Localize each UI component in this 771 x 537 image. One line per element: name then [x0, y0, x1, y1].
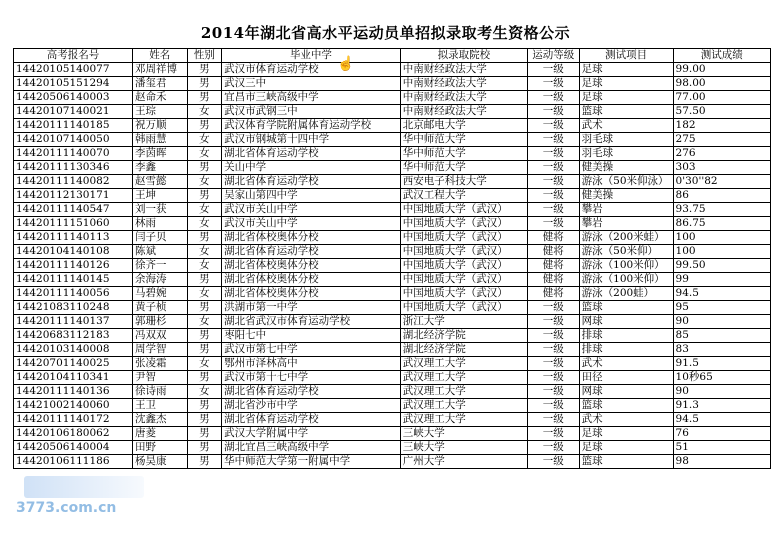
- cell-name: 王卫: [132, 399, 187, 413]
- cell-gender: 男: [187, 91, 222, 105]
- header-name: 姓名: [132, 49, 187, 63]
- cell-level: 一级: [527, 105, 579, 119]
- cell-exam-id: 14420506140004: [14, 441, 133, 455]
- cell-school: 宜昌市三峡高级中学: [222, 91, 401, 105]
- cell-university: 中国地质大学（武汉）: [400, 217, 527, 231]
- cell-event: 网球: [579, 385, 673, 399]
- cell-exam-id: 14420111140137: [14, 315, 133, 329]
- cell-event: 足球: [579, 427, 673, 441]
- cell-gender: 男: [187, 399, 222, 413]
- header-level: 运动等级: [527, 49, 579, 63]
- cell-exam-id: 14420111140172: [14, 413, 133, 427]
- cell-exam-id: 14420111140136: [14, 385, 133, 399]
- cell-university: 浙江大学: [400, 315, 527, 329]
- cell-exam-id: 14420683112183: [14, 329, 133, 343]
- header-university: 拟录取院校: [400, 49, 527, 63]
- cell-event: 排球: [579, 329, 673, 343]
- cell-score: 275: [673, 133, 770, 147]
- cell-gender: 男: [187, 273, 222, 287]
- cell-school: 华中师范大学第一附属中学: [222, 455, 401, 469]
- table-row: [14, 287, 771, 301]
- cell-score: 77.00: [673, 91, 770, 105]
- hand-cursor-icon: ☝: [337, 56, 355, 72]
- cell-event: 篮球: [579, 105, 673, 119]
- cell-exam-id: 14421002140060: [14, 399, 133, 413]
- cell-name: 沈鑫杰: [132, 413, 187, 427]
- cell-school: 武汉市关山中学: [222, 203, 401, 217]
- cell-exam-id: 14420112130171: [14, 189, 133, 203]
- table-row: [14, 63, 771, 77]
- table-row: [14, 273, 771, 287]
- table-row: [14, 385, 771, 399]
- cell-level: 一级: [527, 147, 579, 161]
- header-exam-id: 高考报名号: [14, 49, 133, 63]
- cell-score: 51: [673, 441, 770, 455]
- cell-university: 中国地质大学（武汉）: [400, 301, 527, 315]
- cell-school: 湖北省体校奥体分校: [222, 287, 401, 301]
- cell-level: 一级: [527, 133, 579, 147]
- cell-exam-id: 14420104110341: [14, 371, 133, 385]
- cell-university: 北京邮电大学: [400, 119, 527, 133]
- cell-name: 祝万顺: [132, 119, 187, 133]
- cell-university: 中国地质大学（武汉）: [400, 231, 527, 245]
- cell-name: 唐菱: [132, 427, 187, 441]
- cell-exam-id: 14420107140050: [14, 133, 133, 147]
- cell-score: 94.5: [673, 287, 770, 301]
- cell-name: 余海涛: [132, 273, 187, 287]
- cell-name: 闫子贝: [132, 231, 187, 245]
- table-row: [14, 147, 771, 161]
- table-row: [14, 105, 771, 119]
- cell-score: 90: [673, 385, 770, 399]
- cell-university: 西安电子科技大学: [400, 175, 527, 189]
- cell-gender: 女: [187, 315, 222, 329]
- cell-gender: 男: [187, 413, 222, 427]
- cell-name: 杨昊康: [132, 455, 187, 469]
- cell-level: 一级: [527, 455, 579, 469]
- cell-event: 武术: [579, 413, 673, 427]
- cell-exam-id: 14420106111186: [14, 455, 133, 469]
- cell-university: 华中师范大学: [400, 147, 527, 161]
- cell-level: 一级: [527, 315, 579, 329]
- cell-score: 95: [673, 301, 770, 315]
- cell-exam-id: 14420111140185: [14, 119, 133, 133]
- cell-score: 99.00: [673, 63, 770, 77]
- table-row: [14, 301, 771, 315]
- cell-gender: 男: [187, 371, 222, 385]
- cell-name: 邓周祥博: [132, 63, 187, 77]
- cell-score: 91.3: [673, 399, 770, 413]
- cell-gender: 女: [187, 105, 222, 119]
- cell-name: 潘玺君: [132, 77, 187, 91]
- cell-exam-id: 14420111140547: [14, 203, 133, 217]
- cell-level: 一级: [527, 329, 579, 343]
- cell-gender: 男: [187, 329, 222, 343]
- cell-exam-id: 14420105151294: [14, 77, 133, 91]
- cell-event: 足球: [579, 441, 673, 455]
- cell-event: 篮球: [579, 399, 673, 413]
- cell-level: 一级: [527, 203, 579, 217]
- cell-school: 武汉体育学院附属体育运动学校: [222, 119, 401, 133]
- table-row: [14, 371, 771, 385]
- cell-event: 网球: [579, 315, 673, 329]
- cell-gender: 男: [187, 231, 222, 245]
- cell-score: 85: [673, 329, 770, 343]
- watermark-logo: [24, 476, 144, 498]
- table-row: [14, 189, 771, 203]
- cell-name: 王琮: [132, 105, 187, 119]
- cell-gender: 女: [187, 385, 222, 399]
- cell-school: 湖北省体校奥体分校: [222, 231, 401, 245]
- table-row: [14, 203, 771, 217]
- cell-score: 83: [673, 343, 770, 357]
- header-school: 毕业中学: [222, 49, 401, 63]
- table-row: [14, 413, 771, 427]
- cell-school: 湖北省体校奥体分校: [222, 259, 401, 273]
- cell-university: 中国地质大学（武汉）: [400, 245, 527, 259]
- cell-gender: 女: [187, 203, 222, 217]
- cell-score: 0'30''82: [673, 175, 770, 189]
- cell-university: 中国地质大学（武汉）: [400, 203, 527, 217]
- cell-score: 86: [673, 189, 770, 203]
- cell-exam-id: 14420111140056: [14, 287, 133, 301]
- table-row: [14, 315, 771, 329]
- cell-name: 尹智: [132, 371, 187, 385]
- cell-name: 郭珊杉: [132, 315, 187, 329]
- admission-table: [13, 48, 771, 469]
- cell-university: 武汉理工大学: [400, 413, 527, 427]
- cell-event: 武术: [579, 119, 673, 133]
- cell-exam-id: 14420111140126: [14, 259, 133, 273]
- cell-university: 中国地质大学（武汉）: [400, 287, 527, 301]
- cell-school: 湖北省体育运动学校: [222, 385, 401, 399]
- cell-level: 一级: [527, 413, 579, 427]
- cell-level: 一级: [527, 189, 579, 203]
- cell-name: 徐诗雨: [132, 385, 187, 399]
- cell-university: 中南财经政法大学: [400, 91, 527, 105]
- cell-university: 中国地质大学（武汉）: [400, 259, 527, 273]
- cell-event: 攀岩: [579, 203, 673, 217]
- cell-school: 武汉市第七中学: [222, 343, 401, 357]
- cell-level: 一级: [527, 399, 579, 413]
- cell-event: 游泳（50米仰）: [579, 245, 673, 259]
- cell-exam-id: 14420111140113: [14, 231, 133, 245]
- cell-score: 86.75: [673, 217, 770, 231]
- cell-gender: 女: [187, 133, 222, 147]
- table-row: [14, 217, 771, 231]
- cell-school: 鄂州市泽林高中: [222, 357, 401, 371]
- cell-name: 李鑫: [132, 161, 187, 175]
- cell-university: 中国地质大学（武汉）: [400, 273, 527, 287]
- cell-level: 一级: [527, 301, 579, 315]
- cell-level: 一级: [527, 175, 579, 189]
- cell-event: 足球: [579, 77, 673, 91]
- table-row: [14, 441, 771, 455]
- cell-gender: 男: [187, 343, 222, 357]
- cell-school: 洪湖市第一中学: [222, 301, 401, 315]
- cell-level: 健将: [527, 287, 579, 301]
- table-row: [14, 175, 771, 189]
- cell-event: 羽毛球: [579, 147, 673, 161]
- cell-gender: 女: [187, 245, 222, 259]
- cell-name: 张凌霜: [132, 357, 187, 371]
- cell-score: 93.75: [673, 203, 770, 217]
- header-score: 测试成绩: [673, 49, 770, 63]
- cell-school: 武汉市武钢三中: [222, 105, 401, 119]
- table-row: [14, 119, 771, 133]
- cell-gender: 男: [187, 119, 222, 133]
- cell-event: 攀岩: [579, 217, 673, 231]
- cell-school: 湖北省武汉市体育运动学校: [222, 315, 401, 329]
- cell-event: 篮球: [579, 455, 673, 469]
- cell-score: 57.50: [673, 105, 770, 119]
- cell-gender: 男: [187, 301, 222, 315]
- cell-event: 游泳（100米仰）: [579, 273, 673, 287]
- cell-school: 武汉市体育运动学校: [222, 63, 401, 77]
- cell-level: 一级: [527, 161, 579, 175]
- cell-name: 黄子桢: [132, 301, 187, 315]
- cell-school: 武汉市第十七中学: [222, 371, 401, 385]
- table-row: [14, 455, 771, 469]
- cell-score: 98.00: [673, 77, 770, 91]
- cell-university: 武汉理工大学: [400, 371, 527, 385]
- cell-score: 10秒65: [673, 371, 770, 385]
- cell-gender: 男: [187, 189, 222, 203]
- table-row: [14, 357, 771, 371]
- table-row: [14, 427, 771, 441]
- cell-university: 广州大学: [400, 455, 527, 469]
- cell-level: 健将: [527, 245, 579, 259]
- watermark-text: 3773.com.cn: [16, 500, 117, 516]
- cell-score: 94.5: [673, 413, 770, 427]
- cell-level: 一级: [527, 371, 579, 385]
- cell-gender: 女: [187, 357, 222, 371]
- table-row: [14, 343, 771, 357]
- cell-score: 303: [673, 161, 770, 175]
- cell-exam-id: 14420111130346: [14, 161, 133, 175]
- table-row: [14, 231, 771, 245]
- cell-level: 健将: [527, 231, 579, 245]
- cell-university: 三峡大学: [400, 427, 527, 441]
- cell-event: 排球: [579, 343, 673, 357]
- cell-exam-id: 14420104140108: [14, 245, 133, 259]
- cell-level: 健将: [527, 273, 579, 287]
- cell-university: 武汉工程大学: [400, 189, 527, 203]
- cell-school: 枣阳七中: [222, 329, 401, 343]
- cell-gender: 女: [187, 217, 222, 231]
- cell-name: 赵雪懿: [132, 175, 187, 189]
- cell-level: 一级: [527, 357, 579, 371]
- cell-name: 刘一获: [132, 203, 187, 217]
- cell-event: 羽毛球: [579, 133, 673, 147]
- cell-event: 游泳（200蛙）: [579, 287, 673, 301]
- cell-gender: 男: [187, 63, 222, 77]
- cell-gender: 男: [187, 161, 222, 175]
- cell-name: 田野: [132, 441, 187, 455]
- cell-score: 99.50: [673, 259, 770, 273]
- cell-exam-id: 14420111151060: [14, 217, 133, 231]
- cell-event: 健美操: [579, 189, 673, 203]
- cell-event: 篮球: [579, 301, 673, 315]
- table-row: [14, 399, 771, 413]
- cell-event: 游泳（200米蛙）: [579, 231, 673, 245]
- cell-exam-id: 14420701140025: [14, 357, 133, 371]
- cell-score: 99: [673, 273, 770, 287]
- cell-exam-id: 14420506140003: [14, 91, 133, 105]
- header-row: [14, 49, 771, 63]
- cell-exam-id: 14420106180062: [14, 427, 133, 441]
- cell-name: 韩雨慧: [132, 133, 187, 147]
- cell-name: 周学智: [132, 343, 187, 357]
- cell-level: 一级: [527, 217, 579, 231]
- cell-event: 健美操: [579, 161, 673, 175]
- cell-level: 一级: [527, 77, 579, 91]
- table-row: [14, 161, 771, 175]
- cell-score: 276: [673, 147, 770, 161]
- cell-event: 游泳（100米仰）: [579, 259, 673, 273]
- cell-exam-id: 14421083110248: [14, 301, 133, 315]
- cell-score: 100: [673, 231, 770, 245]
- cell-university: 华中师范大学: [400, 133, 527, 147]
- cell-school: 湖北省体育运动学校: [222, 175, 401, 189]
- table-row: [14, 133, 771, 147]
- cell-school: 武汉市钢城第十四中学: [222, 133, 401, 147]
- header-gender: 性别: [187, 49, 222, 63]
- cell-exam-id: 14420111140082: [14, 175, 133, 189]
- cell-level: 一级: [527, 119, 579, 133]
- cell-gender: 男: [187, 427, 222, 441]
- cell-name: 赵命禾: [132, 91, 187, 105]
- cell-level: 健将: [527, 259, 579, 273]
- cell-school: 湖北省沙市中学: [222, 399, 401, 413]
- cell-event: 武术: [579, 357, 673, 371]
- cell-name: 陈斌: [132, 245, 187, 259]
- table-row: [14, 245, 771, 259]
- cell-name: 徐齐一: [132, 259, 187, 273]
- cell-gender: 女: [187, 287, 222, 301]
- cell-score: 91.5: [673, 357, 770, 371]
- cell-exam-id: 14420111140070: [14, 147, 133, 161]
- cell-school: 武汉三中: [222, 77, 401, 91]
- cell-school: 武汉市关山中学: [222, 217, 401, 231]
- cell-name: 林雨: [132, 217, 187, 231]
- cell-level: 一级: [527, 441, 579, 455]
- cell-school: 湖北宜昌三峡高级中学: [222, 441, 401, 455]
- cell-score: 100: [673, 245, 770, 259]
- table-row: [14, 259, 771, 273]
- table-row: [14, 329, 771, 343]
- cell-level: 一级: [527, 385, 579, 399]
- cell-level: 一级: [527, 343, 579, 357]
- cell-score: 98: [673, 455, 770, 469]
- cell-exam-id: 14420103140008: [14, 343, 133, 357]
- cell-exam-id: 14420111140145: [14, 273, 133, 287]
- cell-level: 一级: [527, 91, 579, 105]
- cell-score: 76: [673, 427, 770, 441]
- cell-event: 田径: [579, 371, 673, 385]
- cell-name: 李茵晖: [132, 147, 187, 161]
- cell-score: 182: [673, 119, 770, 133]
- table-row: [14, 91, 771, 105]
- cell-event: 足球: [579, 91, 673, 105]
- cell-event: 游泳（50米仰泳）: [579, 175, 673, 189]
- cell-gender: 女: [187, 175, 222, 189]
- cell-university: 武汉理工大学: [400, 357, 527, 371]
- cell-score: 90: [673, 315, 770, 329]
- cell-school: 吴家山第四中学: [222, 189, 401, 203]
- cell-school: 湖北省体育运动学校: [222, 413, 401, 427]
- cell-exam-id: 14420107140021: [14, 105, 133, 119]
- cell-gender: 男: [187, 441, 222, 455]
- cell-university: 中南财经政法大学: [400, 77, 527, 91]
- cell-university: 武汉理工大学: [400, 399, 527, 413]
- cell-gender: 女: [187, 147, 222, 161]
- cell-gender: 男: [187, 455, 222, 469]
- cell-school: 关山中学: [222, 161, 401, 175]
- cell-name: 冯双双: [132, 329, 187, 343]
- cell-name: 王坤: [132, 189, 187, 203]
- cell-university: 三峡大学: [400, 441, 527, 455]
- cell-university: 华中师范大学: [400, 161, 527, 175]
- cell-level: 一级: [527, 63, 579, 77]
- cell-exam-id: 14420105140077: [14, 63, 133, 77]
- cell-gender: 女: [187, 259, 222, 273]
- cell-name: 马碧婉: [132, 287, 187, 301]
- cell-school: 湖北省体育运动学校: [222, 245, 401, 259]
- cell-event: 足球: [579, 63, 673, 77]
- page-title: 2014年湖北省高水平运动员单招拟录取考生资格公示: [200, 24, 571, 42]
- cell-school: 湖北省体育运动学校: [222, 147, 401, 161]
- cell-university: 中南财经政法大学: [400, 105, 527, 119]
- header-event: 测试项目: [579, 49, 673, 63]
- cell-gender: 男: [187, 77, 222, 91]
- cell-university: 中南财经政法大学: [400, 63, 527, 77]
- cell-school: 湖北省体校奥体分校: [222, 273, 401, 287]
- table-row: [14, 77, 771, 91]
- cell-university: 湖北经济学院: [400, 329, 527, 343]
- cell-university: 武汉理工大学: [400, 385, 527, 399]
- cell-level: 一级: [527, 427, 579, 441]
- cell-university: 湖北经济学院: [400, 343, 527, 357]
- cell-school: 武汉大学附属中学: [222, 427, 401, 441]
